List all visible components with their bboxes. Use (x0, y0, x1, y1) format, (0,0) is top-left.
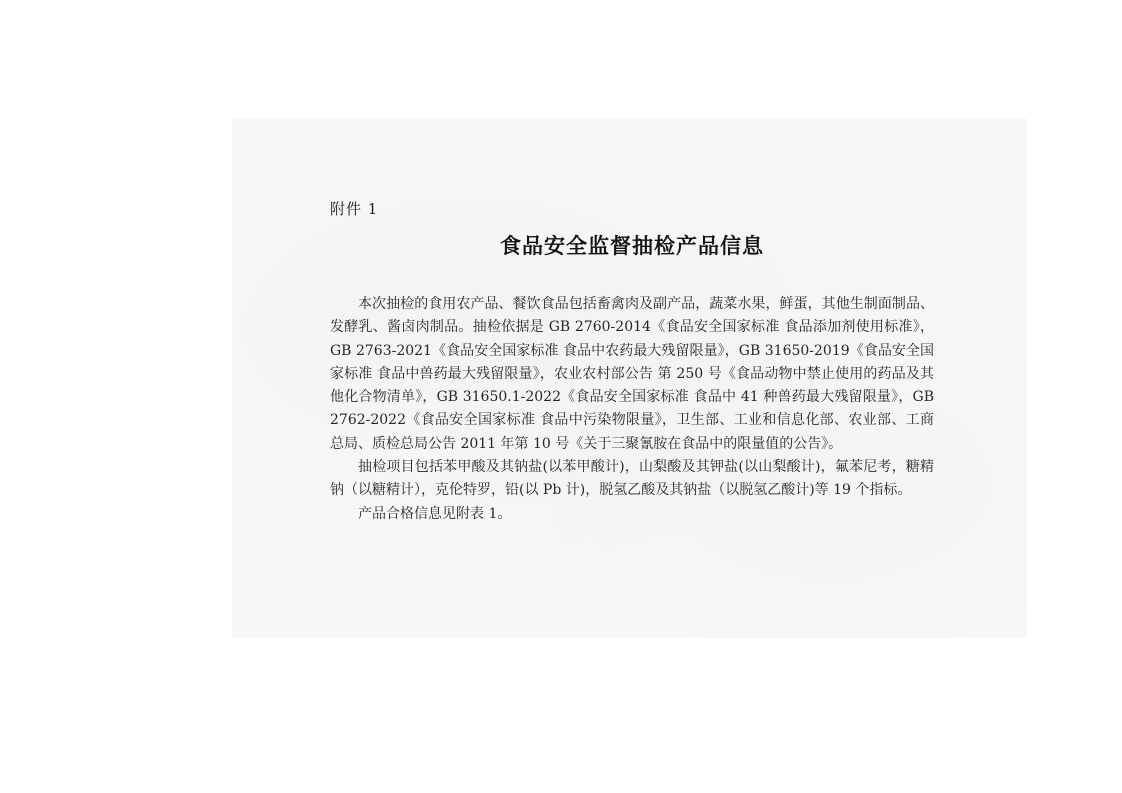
document-title: 食品安全监督抽检产品信息 (500, 234, 764, 258)
paragraph-qualified-info: 产品合格信息见附表 1。 (358, 505, 512, 522)
paragraph-basis: 本次抽检的食用农产品、餐饮食品包括畜禽肉及副产品，蔬菜水果，鲜蛋，其他生制面制品、发酵乳、酱卤肉制品。抽检依据是 GB 2760-2014《食品安全国家标准 食品添加剂使用标准》，GB 2763-2021《食品安全国家标准 食品中农药最大残留限量》，GB 31650-2019《食品安全国家标准 食品中兽药最大残留限量》，农业农村部公告 第 250 号《食品动物中禁止使用的药品及其他化合物清单》，GB 31650.1-2022《食品安全国家标准 食品中 41 种兽药最大残留限量》，GB 2762-2022《食品安全国家标准 食品中污染物限量》，卫生部、工业和信息化部、农业部、工商总局、质检总局公告 2011 年第 10 号《关于三聚氰胺在食品中的限量值的公告》。 (330, 296, 934, 452)
document-body (330, 293, 934, 526)
attachment-label: 附件 1 (330, 200, 379, 218)
paragraph-test-items: 抽检项目包括苯甲酸及其钠盐(以苯甲酸计)，山梨酸及其钾盐(以山梨酸计)，氟苯尼考，糖精钠（以糖精计），克伦特罗，铅(以 Pb 计)，脱氢乙酸及其钠盐（以脱氢乙酸计)等 19 个指标。 (330, 459, 934, 499)
